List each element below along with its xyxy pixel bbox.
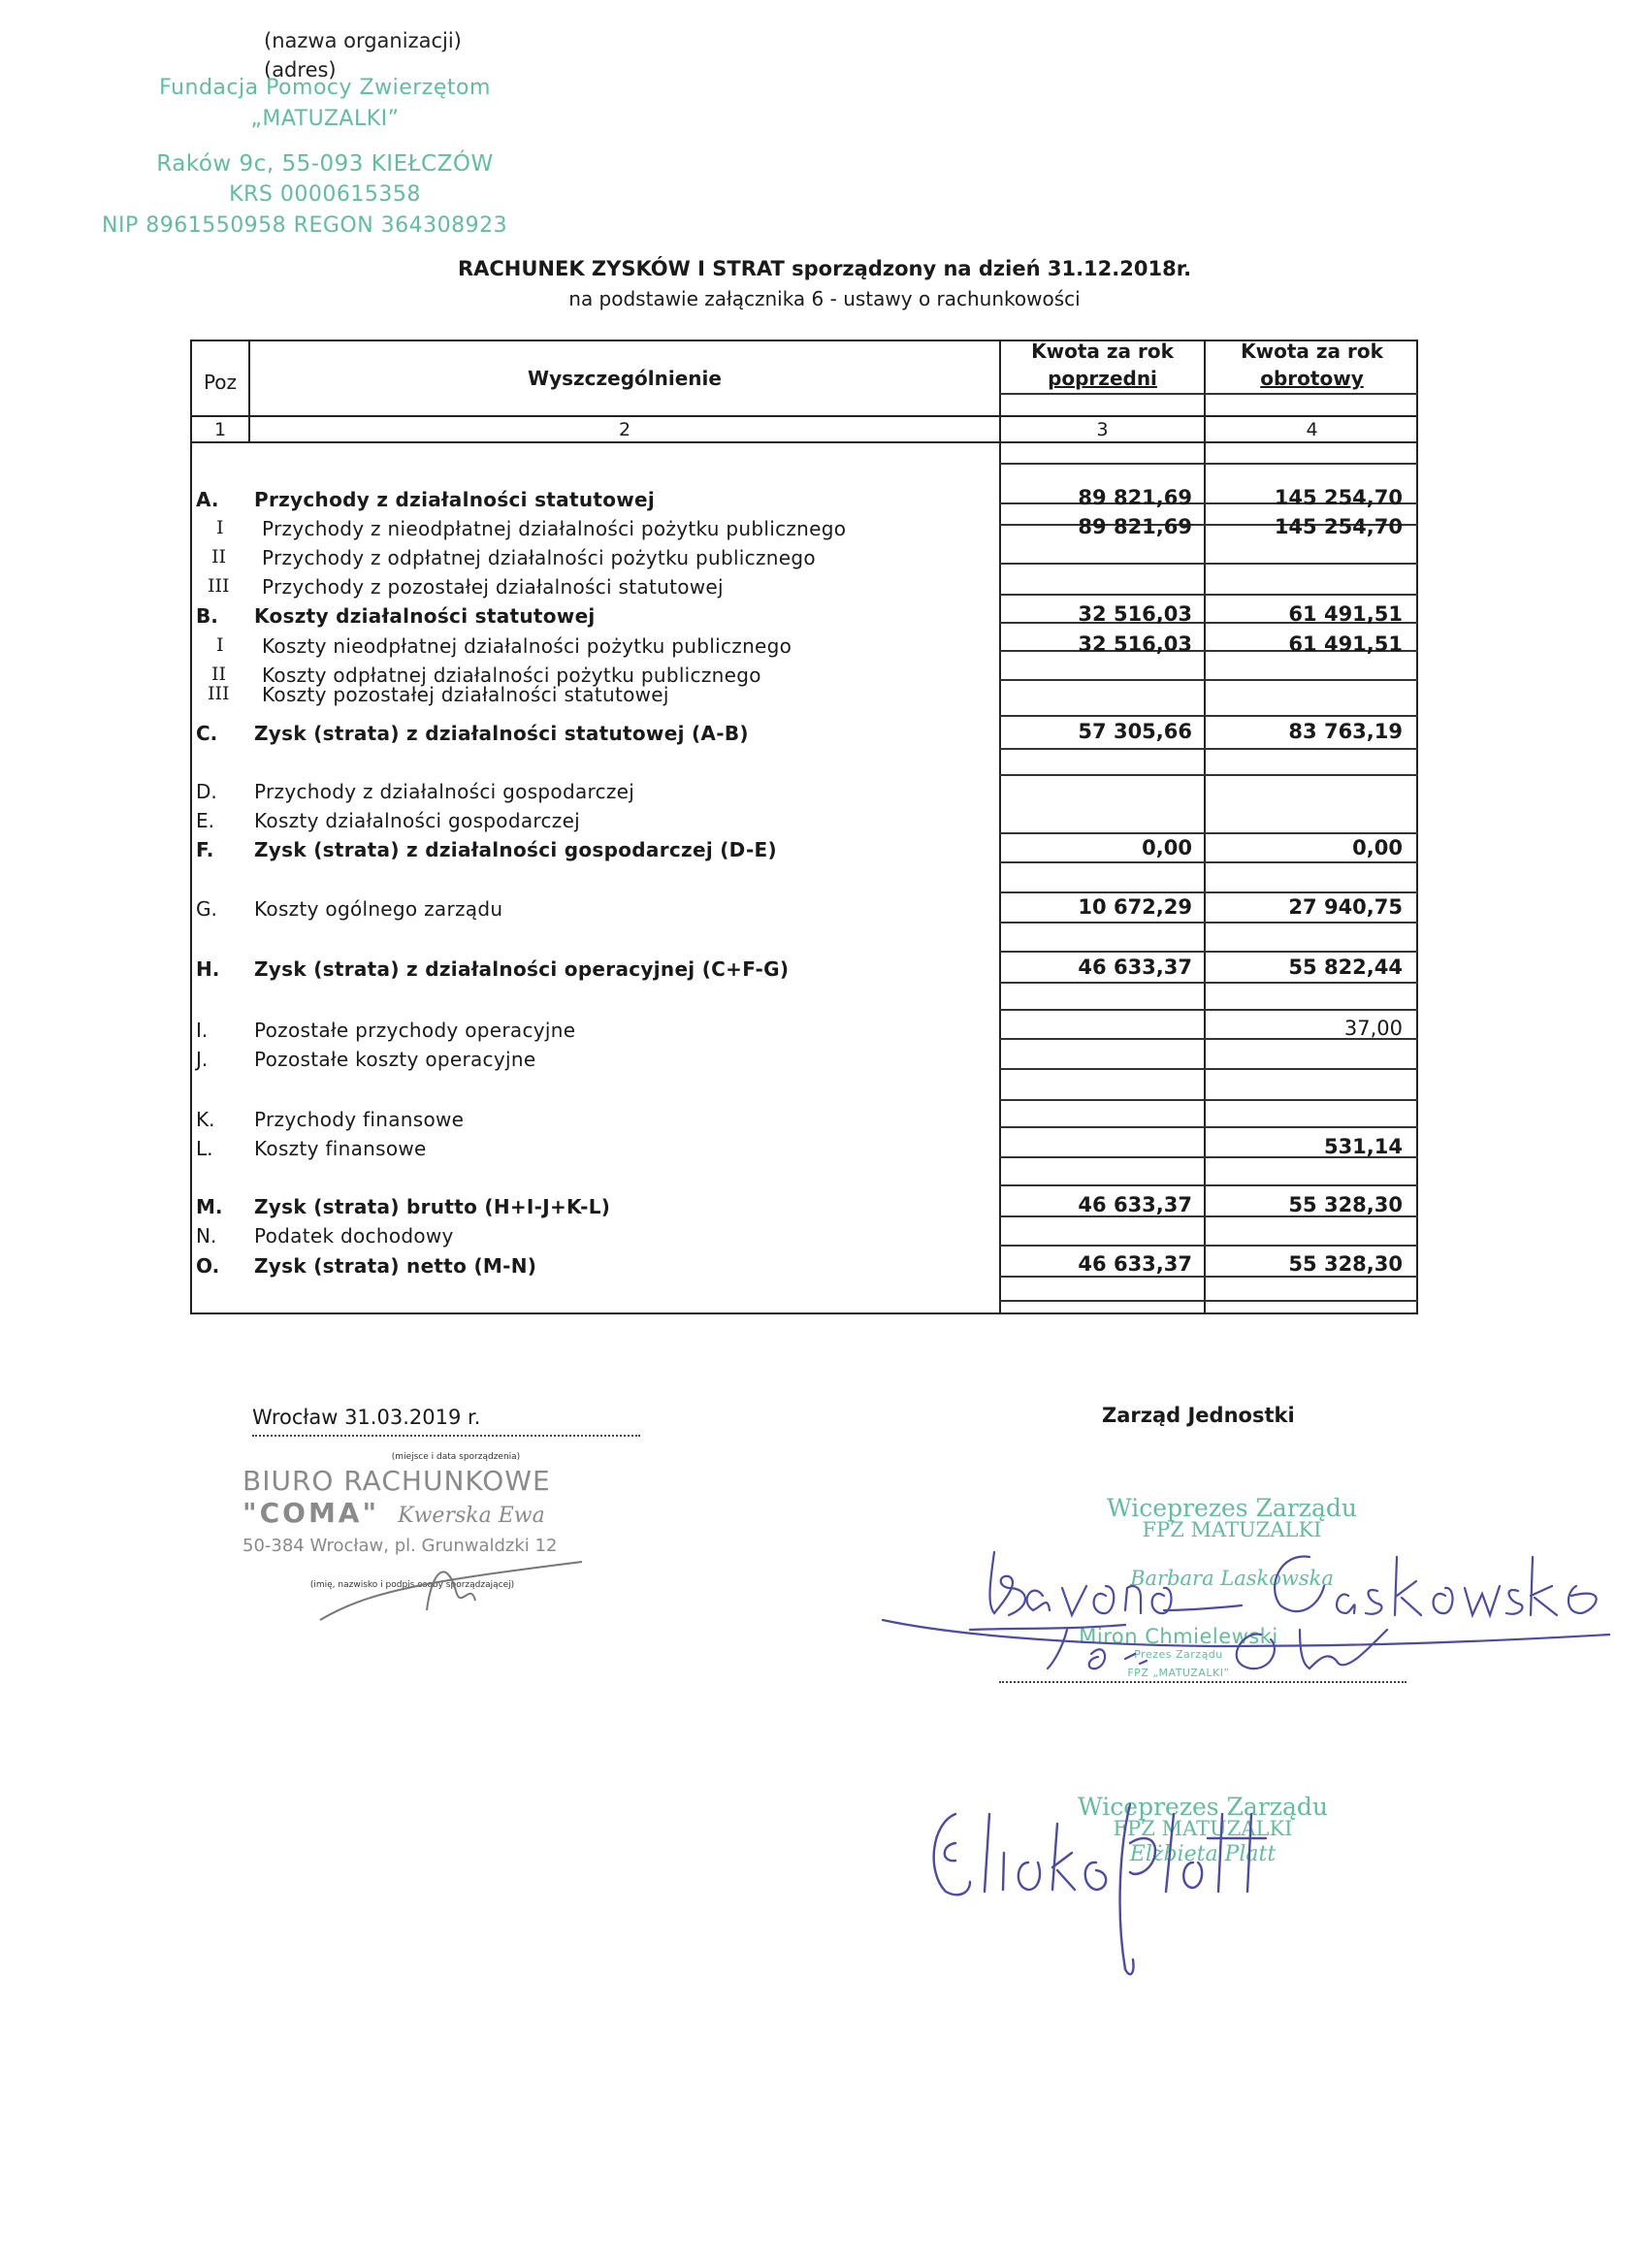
row-position: I xyxy=(216,634,224,656)
row-amount-prev: 89 821,69 xyxy=(1078,486,1192,509)
row-description: Koszty nieodpłatnej działalności pożytku publicznego xyxy=(262,634,792,658)
office-stamp-scribble xyxy=(310,1552,601,1630)
stamp-line: KRS 0000615358 xyxy=(229,182,421,207)
row-amount-prev: 10 672,29 xyxy=(1078,895,1192,919)
stamp-line: Barbara Laskowska xyxy=(1130,1567,1334,1590)
row-position: K. xyxy=(196,1108,215,1131)
row-position: II xyxy=(211,546,227,567)
stamp-line: Fundacja Pomocy Zwierzętom xyxy=(159,76,491,100)
row-amount-curr: 61 491,51 xyxy=(1288,632,1403,656)
row-amount-prev: 32 516,03 xyxy=(1078,602,1192,626)
row-description: Koszty odpłatnej działalności pożytku publicznego xyxy=(262,664,761,687)
place-date-caption: (miejsce i data sporządzenia) xyxy=(391,1452,521,1462)
header-description: Wyszczególnienie xyxy=(528,367,722,390)
stamp-line: Wiceprezes Zarządu xyxy=(1107,1494,1357,1522)
row-description: Przychody z działalności statutowej xyxy=(254,488,656,511)
stamp-line: Miron Chmielewski xyxy=(1079,1625,1278,1648)
row-position: A. xyxy=(196,488,219,511)
row-amount-prev: 46 633,37 xyxy=(1078,1193,1192,1216)
row-description: Koszty ogólnego zarządu xyxy=(254,897,503,921)
row-description: Pozostałe przychody operacyjne xyxy=(254,1019,576,1042)
header-poz: Poz xyxy=(203,371,238,394)
row-description: Koszty finansowe xyxy=(254,1137,427,1160)
org-name-label: (nazwa organizacji) xyxy=(264,29,462,52)
row-description: Zysk (strata) netto (M-N) xyxy=(254,1254,537,1278)
row-position: III xyxy=(208,683,230,704)
row-position: D. xyxy=(196,780,217,803)
stamp-line: FPZ MATUZALKI xyxy=(1142,1518,1322,1541)
row-position: G. xyxy=(196,897,217,921)
row-description: Przychody z odpłatnej działalności pożytku publicznego xyxy=(262,546,816,569)
stamp-line: Wiceprezes Zarządu xyxy=(1078,1793,1328,1821)
stamp-line: NIP 8961550958 REGON 364308923 xyxy=(102,213,508,238)
row-amount-prev: 57 305,66 xyxy=(1078,720,1192,743)
row-position: B. xyxy=(196,604,218,628)
signature-platt xyxy=(902,1785,1290,1998)
stamp-line: Elżbieta Platt xyxy=(1129,1842,1277,1866)
stamp-line: FPZ MATUZALKI xyxy=(1113,1817,1293,1840)
header-curr-year-2: obrotowy xyxy=(1260,367,1364,390)
row-position: M. xyxy=(196,1195,223,1218)
row-description: Koszty działalności gospodarczej xyxy=(254,809,581,832)
row-amount-curr: 531,14 xyxy=(1323,1135,1403,1158)
row-position: J. xyxy=(196,1048,209,1071)
col-number: 2 xyxy=(618,419,631,440)
office-stamp-line: "COMA" xyxy=(242,1497,380,1529)
row-amount-curr: 55 822,44 xyxy=(1288,956,1403,979)
office-stamp-line: BIURO RACHUNKOWE xyxy=(242,1465,551,1497)
row-amount-prev: 46 633,37 xyxy=(1078,1252,1192,1276)
stamp-line: FPZ „MATUZALKI” xyxy=(1127,1667,1230,1679)
header-curr-year-1: Kwota za rok xyxy=(1241,340,1383,363)
row-description: Zysk (strata) brutto (H+I-J+K-L) xyxy=(254,1195,611,1218)
col-number: 1 xyxy=(213,419,227,440)
row-amount-curr: 145 254,70 xyxy=(1274,486,1403,509)
row-description: Przychody z pozostałej działalności statutowej xyxy=(262,575,724,599)
row-description: Przychody finansowe xyxy=(254,1108,465,1131)
row-position: L. xyxy=(196,1137,213,1160)
signature-chmielewski xyxy=(873,1610,1436,1688)
row-position: I xyxy=(216,517,224,538)
row-amount-curr: 55 328,30 xyxy=(1288,1252,1403,1276)
row-amount-curr: 27 940,75 xyxy=(1288,895,1403,919)
organization-stamp xyxy=(102,76,534,244)
row-description: Zysk (strata) z działalności operacyjnej (C+F-G) xyxy=(254,957,790,981)
row-position: O. xyxy=(196,1254,220,1278)
row-amount-curr: 145 254,70 xyxy=(1274,515,1403,538)
row-amount-curr: 0,00 xyxy=(1352,836,1403,859)
board-label: Zarząd Jednostki xyxy=(1102,1404,1295,1427)
address-label: (adres) xyxy=(264,58,337,81)
row-position: E. xyxy=(196,809,214,832)
col-number: 4 xyxy=(1306,419,1318,440)
row-position: N. xyxy=(196,1224,217,1247)
row-amount-prev: 46 633,37 xyxy=(1078,956,1192,979)
row-description: Podatek dochodowy xyxy=(254,1224,454,1247)
row-amount-curr: 83 763,19 xyxy=(1288,720,1403,743)
row-description: Koszty działalności statutowej xyxy=(254,604,596,628)
row-description: Pozostałe koszty operacyjne xyxy=(254,1048,536,1071)
row-description: Koszty pozostałej działalności statutowej xyxy=(262,683,669,706)
stamp-line: Prezes Zarządu xyxy=(1134,1648,1223,1661)
row-amount-curr: 37,00 xyxy=(1343,1017,1403,1040)
row-description: Przychody z działalności gospodarczej xyxy=(254,780,635,803)
row-position: III xyxy=(208,575,230,597)
stamp-line: Raków 9c, 55-093 KIEŁCZÓW xyxy=(156,151,494,177)
place-date: Wrocław 31.03.2019 r. xyxy=(252,1406,481,1429)
document-title: RACHUNEK ZYSKÓW I STRAT sporządzony na dzień 31.12.2018r. xyxy=(457,257,1192,280)
row-amount-curr: 61 491,51 xyxy=(1288,602,1403,626)
office-stamp-line: 50-384 Wrocław, pl. Grunwaldzki 12 xyxy=(242,1536,558,1556)
row-amount-curr: 55 328,30 xyxy=(1288,1193,1403,1216)
row-position: F. xyxy=(196,838,214,861)
header-prev-year-1: Kwota za rok xyxy=(1031,340,1174,363)
row-description: Zysk (strata) z działalności gospodarczej (D-E) xyxy=(254,838,777,861)
row-position: II xyxy=(211,664,227,685)
document-subtitle: na podstawie załącznika 6 - ustawy o rachunkowości xyxy=(568,287,1081,310)
row-description: Przychody z nieodpłatnej działalności pożytku publicznego xyxy=(262,517,847,540)
row-amount-prev: 32 516,03 xyxy=(1078,632,1192,656)
row-position: I. xyxy=(196,1019,209,1042)
row-position: C. xyxy=(196,722,218,745)
col-number: 3 xyxy=(1096,419,1109,440)
header-prev-year-2: poprzedni xyxy=(1048,367,1157,390)
stamp-line: „MATUZALKI” xyxy=(250,107,400,131)
preparer-caption: (imię, nazwisko i podpis osoby sporządzającej) xyxy=(309,1580,515,1590)
row-amount-prev: 89 821,69 xyxy=(1078,515,1192,538)
row-description: Zysk (strata) z działalności statutowej (A-B) xyxy=(254,722,749,745)
row-position: H. xyxy=(196,957,220,981)
office-stamp-line: Kwerska Ewa xyxy=(398,1504,545,1528)
accounting-office-stamp xyxy=(242,1465,611,1556)
row-amount-prev: 0,00 xyxy=(1142,836,1192,859)
